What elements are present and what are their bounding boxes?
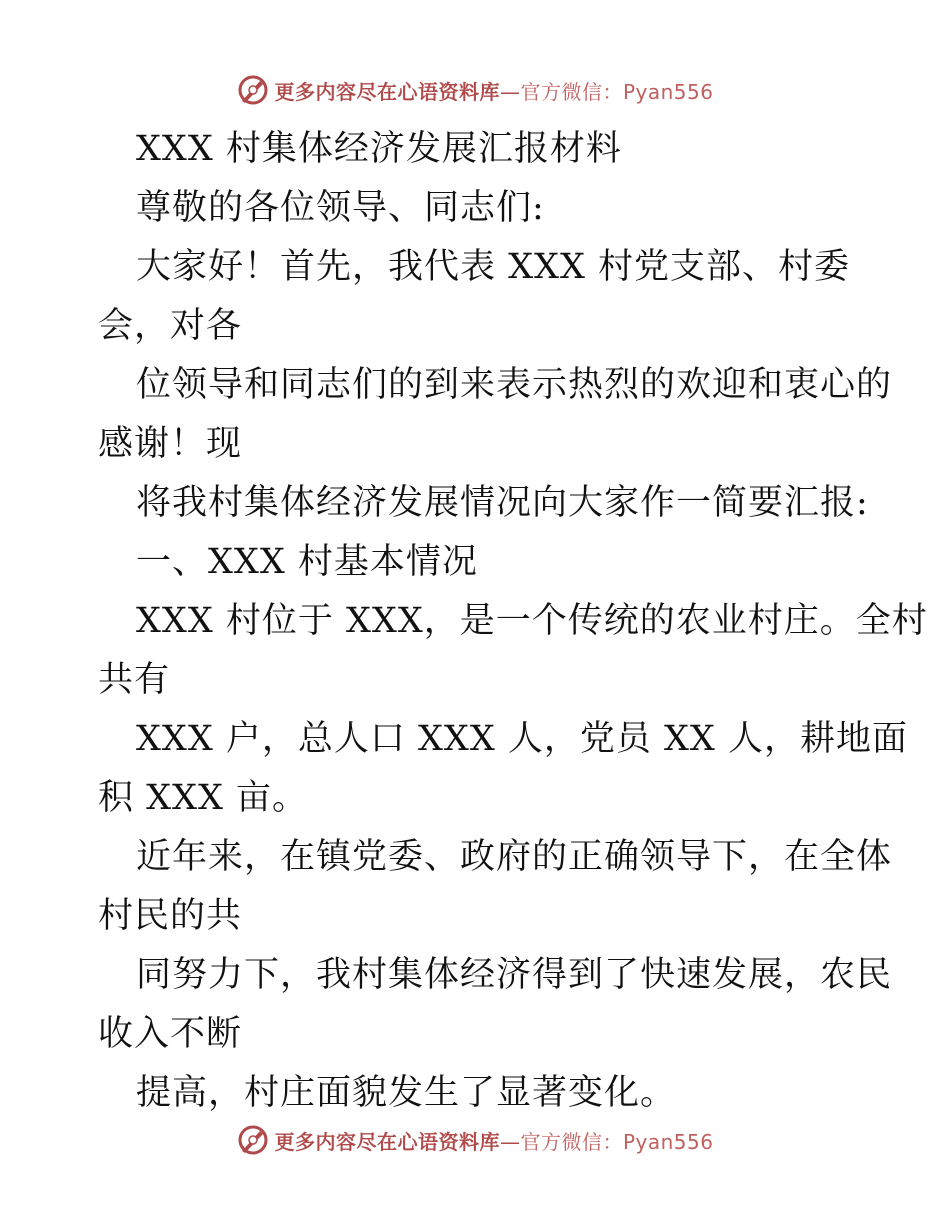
text-line: 收入不断 xyxy=(98,1014,243,1054)
footer-watermark xyxy=(0,1118,950,1162)
text-line: 同努力下，我村集体经济得到了快速发展，农民 xyxy=(136,955,893,995)
text-line: 会，对各 xyxy=(98,306,243,346)
text-line: 共有 xyxy=(98,660,171,700)
quill-logo-icon xyxy=(236,1123,270,1157)
text-line: 尊敬的各位领导、同志们: xyxy=(136,188,545,228)
header-watermark xyxy=(0,68,950,112)
text-line: 一、XXX 村基本情况 xyxy=(136,542,478,582)
text-line: 积 XXX 亩。 xyxy=(98,778,309,818)
banner-main-text: 更多内容尽在心语资料库 xyxy=(274,1129,500,1154)
text-line: 将我村集体经济发展情况向大家作一简要汇报: xyxy=(136,483,869,523)
banner-contact-text: 官方微信：Pyan556 xyxy=(520,79,714,104)
banner-contact-text: 官方微信：Pyan556 xyxy=(520,1129,714,1154)
banner-separator: — xyxy=(499,79,521,104)
text-line: XXX 村集体经济发展汇报材料 xyxy=(136,129,622,169)
banner-main-text: 更多内容尽在心语资料库 xyxy=(274,79,500,104)
text-line: 近年来，在镇党委、政府的正确领导下，在全体 xyxy=(136,837,893,877)
document-body xyxy=(98,120,928,1123)
text-line: 大家好！首先，我代表 XXX 村党支部、村委 xyxy=(136,247,851,287)
text-line: 提高，村庄面貌发生了显著变化。 xyxy=(136,1073,677,1113)
banner-separator: — xyxy=(499,1129,521,1154)
text-line: XXX 村位于 XXX，是一个传统的农业村庄。全村 xyxy=(136,601,928,641)
text-line: 村民的共 xyxy=(98,896,243,936)
quill-logo-icon xyxy=(236,73,270,107)
text-line: 位领导和同志们的到来表示热烈的欢迎和衷心的 xyxy=(136,365,893,405)
text-line: 感谢！现 xyxy=(98,424,243,464)
text-line: XXX 户，总人口 XXX 人，党员 XX 人，耕地面 xyxy=(136,719,908,759)
